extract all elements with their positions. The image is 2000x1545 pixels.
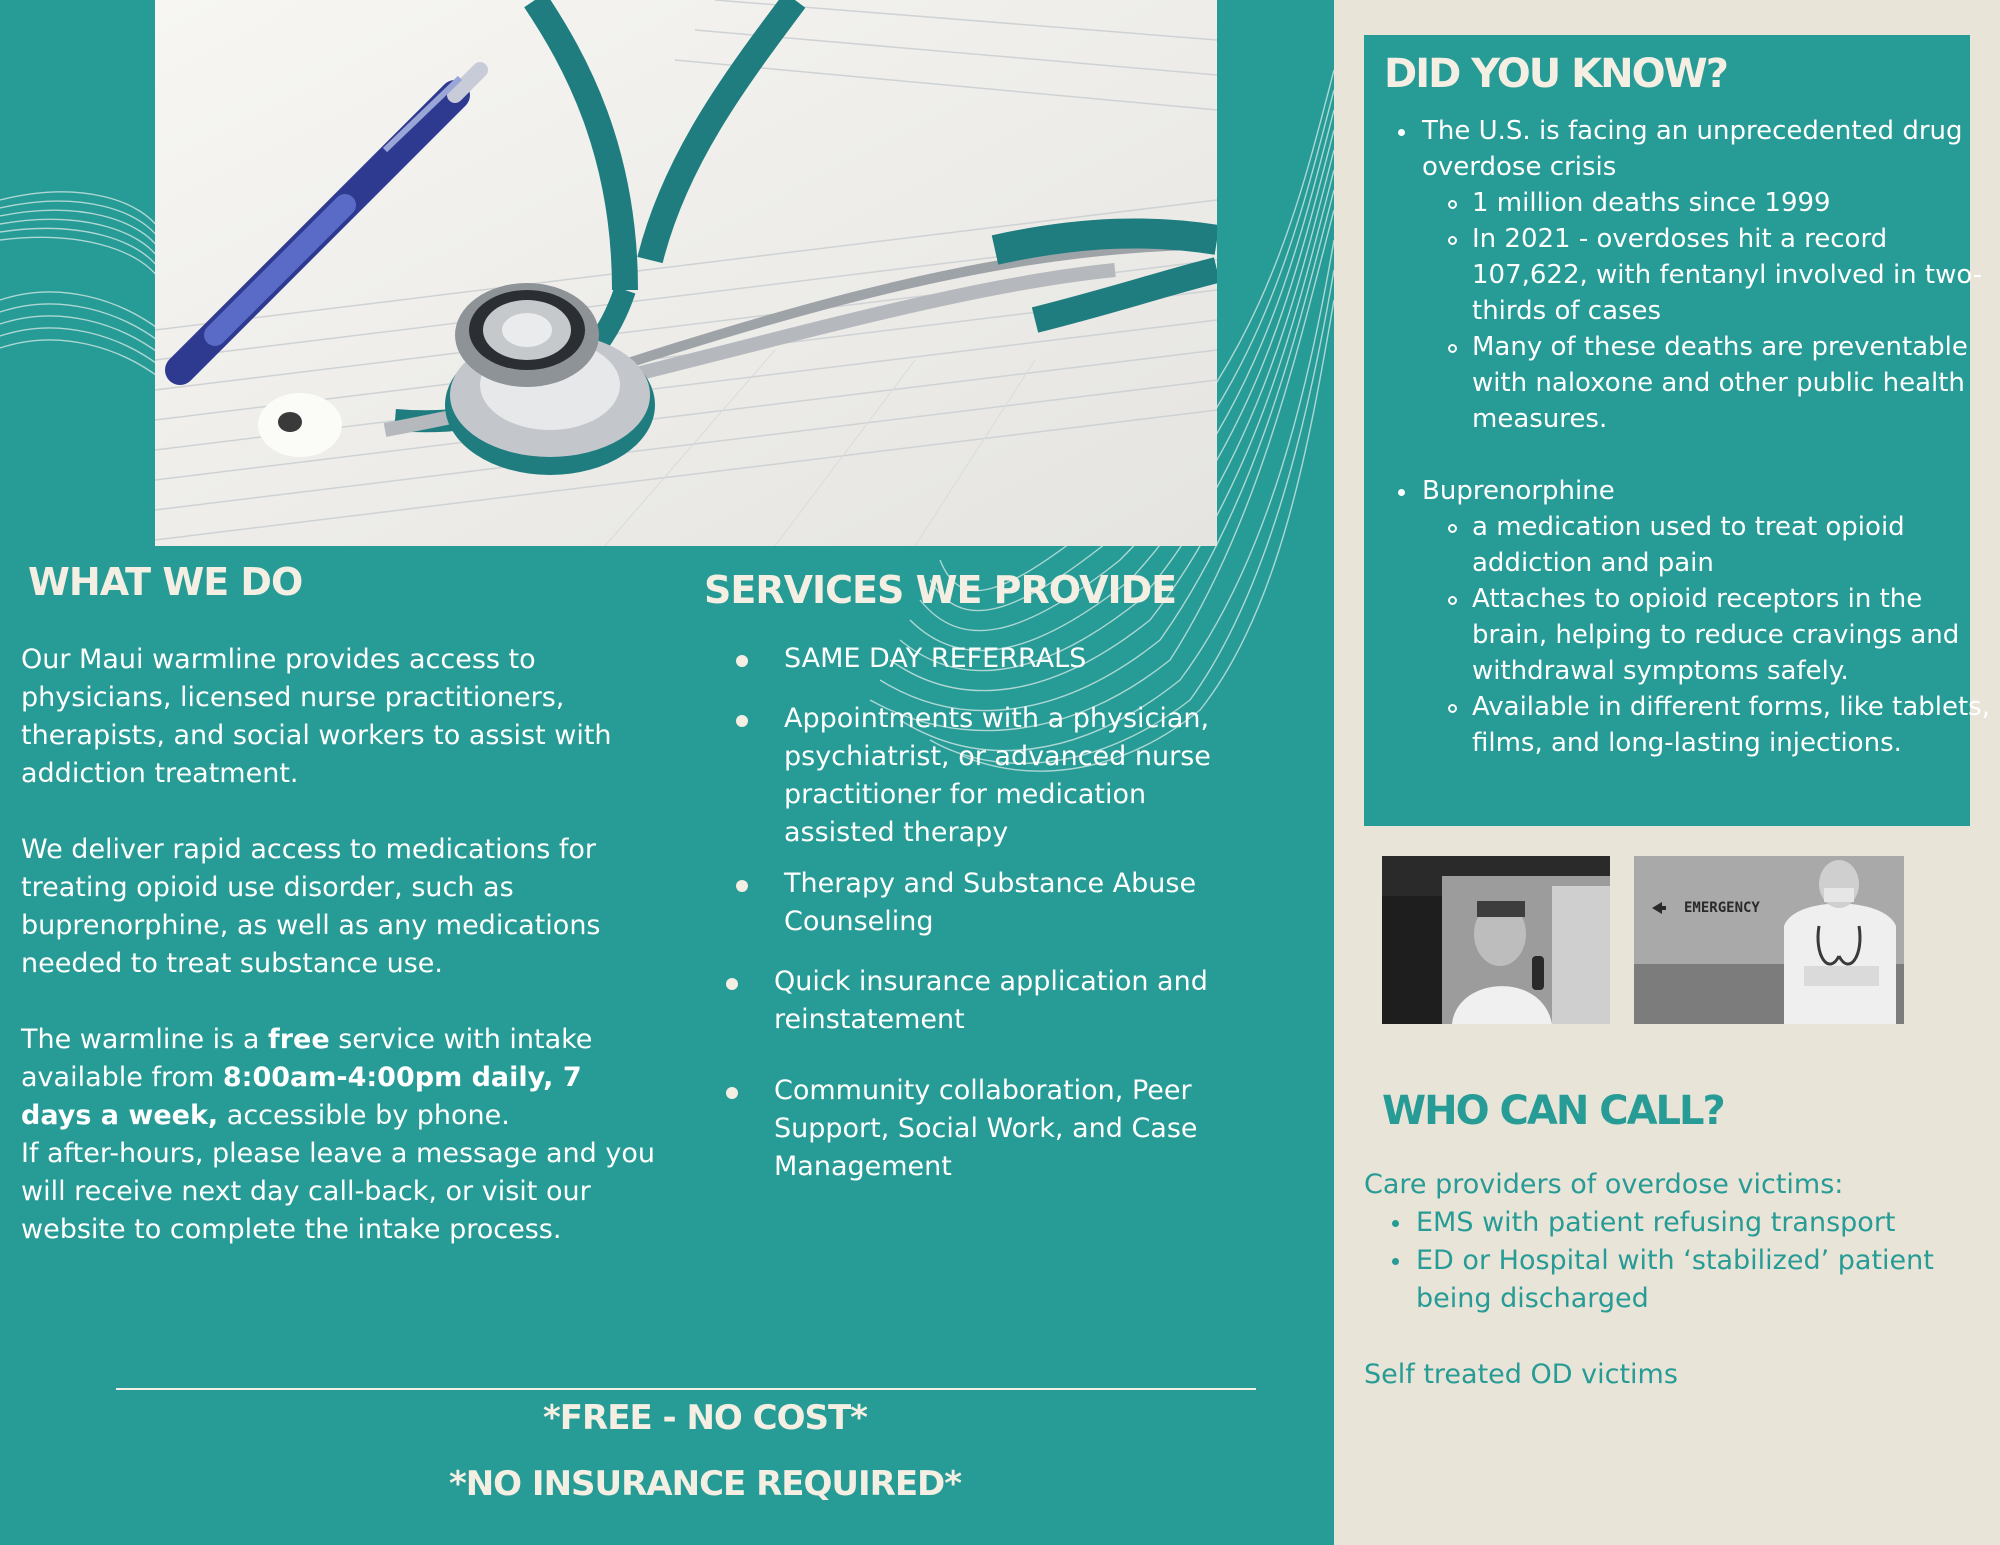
services-title: SERVICES WE PROVIDE xyxy=(704,568,1177,612)
emergency-sign-text: EMERGENCY xyxy=(1684,900,1760,916)
what-we-do-para-4: If after-hours, please leave a message and you will receive next day call-back, or visit our website to complete the intake process. xyxy=(21,1138,655,1245)
overdose-crisis-text: The U.S. is facing an unprecedented drug overdose crisis xyxy=(1422,116,1963,182)
who-can-call-list xyxy=(1364,1204,1974,1318)
doctor-illustration xyxy=(1634,856,1904,1024)
did-you-know-list xyxy=(1384,113,2000,761)
para3-text-c: service with intake available from xyxy=(21,1024,593,1093)
para3-free: free xyxy=(267,1024,330,1055)
service-item: Quick insurance application and reinstatement xyxy=(720,963,1248,1039)
service-item: SAME DAY REFERRALS xyxy=(730,640,1250,678)
buprenorphine-text: Buprenorphine xyxy=(1422,476,1615,506)
did-you-know-box xyxy=(1364,35,1990,826)
who-can-call-outro: Self treated OD victims xyxy=(1364,1359,1678,1390)
who-can-call-intro: Care providers of overdose victims: xyxy=(1364,1169,1844,1200)
what-we-do-body xyxy=(21,641,661,1249)
overdose-crisis-item xyxy=(1422,113,2000,437)
service-item: Therapy and Substance Abuse Counseling xyxy=(730,865,1250,941)
who-can-call-item: ED or Hospital with ‘stabilized’ patient being discharged xyxy=(1416,1242,1974,1318)
buprenorphine-sub-item: a medication used to treat opioid addiction and pain xyxy=(1472,509,2000,581)
doctor-emergency-photo xyxy=(1634,856,1904,1024)
what-we-do-title: WHAT WE DO xyxy=(28,560,303,604)
who-can-call-item: EMS with patient refusing transport xyxy=(1416,1204,1974,1242)
overdose-sub-item: Many of these deaths are preventable with naloxone and other public health measures. xyxy=(1472,329,2000,437)
buprenorphine-sub-item: Attaches to opioid receptors in the brain, helping to reduce cravings and withdrawal symptoms safely. xyxy=(1472,581,2000,689)
did-you-know-title: DID YOU KNOW? xyxy=(1384,51,1727,97)
footer-free: *FREE - NO COST* xyxy=(543,1398,867,1438)
footer-divider xyxy=(116,1388,1256,1390)
ems-worker-illustration xyxy=(1382,856,1610,1024)
what-we-do-para-2: We deliver rapid access to medications for treating opioid use disorder, such as buprenorphine, as well as any medications needed to treat substance use. xyxy=(21,834,601,979)
buprenorphine-item xyxy=(1422,473,2000,761)
what-we-do-para-3 xyxy=(21,1021,661,1135)
who-can-call-title: WHO CAN CALL? xyxy=(1382,1088,1724,1134)
ems-worker-photo xyxy=(1382,856,1610,1024)
what-we-do-para-1: Our Maui warmline provides access to physicians, licensed nurse practitioners, therapists, and social workers to assist with addiction treatment. xyxy=(21,644,612,789)
para3-text-a: The warmline is a xyxy=(21,1024,268,1055)
para3-hours: 8:00am-4:00pm daily, 7 days a week, xyxy=(21,1062,582,1131)
service-item: Community collaboration, Peer Support, Social Work, and Case Management xyxy=(720,1072,1248,1186)
buprenorphine-sub-item: Available in different forms, like tablets, films, and long-lasting injections. xyxy=(1472,689,2000,761)
overdose-sub-item: In 2021 - overdoses hit a record 107,622, with fentanyl involved in two-thirds of cases xyxy=(1472,221,2000,329)
footer-no-insurance: *NO INSURANCE REQUIRED* xyxy=(448,1464,962,1504)
overdose-sub-list xyxy=(1422,185,2000,437)
who-can-call-body xyxy=(1364,1166,1974,1394)
stethoscope-photo xyxy=(155,0,1217,546)
buprenorphine-sub-list xyxy=(1422,509,2000,761)
para3-text-e: accessible by phone. xyxy=(218,1100,510,1131)
overdose-sub-item: 1 million deaths since 1999 xyxy=(1472,185,2000,221)
stethoscope-illustration xyxy=(155,0,1217,546)
service-item: Appointments with a physician, psychiatrist, or advanced nurse practitioner for medication assisted therapy xyxy=(730,700,1250,852)
